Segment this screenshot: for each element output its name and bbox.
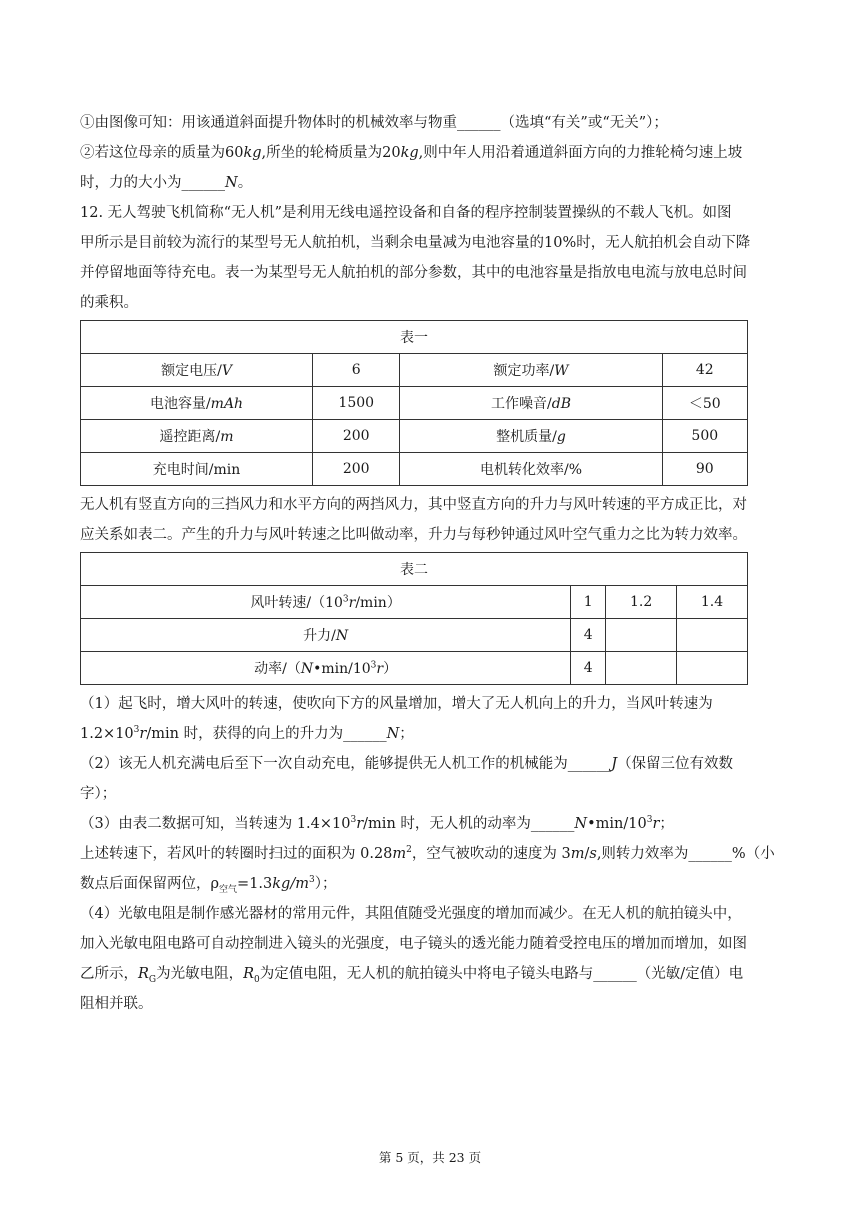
table-1 xyxy=(80,320,748,486)
sub-question-1-line-2: $1.2\times 10^3r/\min$ 时，获得的向上的升力为______N； xyxy=(80,725,414,742)
sub-question-1-line-1: （1）起飞时，增大风叶的转速，使吹向下方的风量增加，增大了无人机向上的升力，当风叶转速为 xyxy=(80,696,713,712)
table-row: 电池容量/mAh 1500 工作噪音/dB ＜50 xyxy=(81,387,748,420)
problem-12-line-2: 甲所示是目前较为流行的某型号无人航拍机，当剩余电量减为电池容量的10%时，无人航拍机会自动下降 xyxy=(80,235,751,251)
middle-paragraph-line-2: 应关系如表二。产生的升力与风叶转速之比叫做动率，升力与每秒钟通过风叶空气重力之比为转力效率。 xyxy=(80,527,747,543)
sub-question-4-line-4: 阻相并联。 xyxy=(80,996,153,1012)
table-row: 动率$/(N•\min/10^3r)$ 4 xyxy=(81,652,748,685)
sub-question-3-line-3: 数点后面保留两位，$\rho_{空气}=1.3kg/m^3$）； xyxy=(80,875,337,895)
sub-question-4-line-1: （4）光敏电阻是制作感光器材的常用元件，其阻值随受光强度的增加而减少。在无人机的航拍镜头中， xyxy=(80,906,742,922)
sub-question-2-line-2: 字）； xyxy=(80,786,117,802)
problem-12-line-3: 并停留地面等待充电。表一为某型号无人航拍机的部分参数，其中的电池容量是指放电电流与放电总时间 xyxy=(80,265,747,281)
sub-question-4-line-3: 乙所示，$R_G$为光敏电阻，$R_0$为定值电阻，无人机的航拍镜头中将电子镜头电路与______（光敏/定值）电 xyxy=(80,966,744,985)
sub-question-4-line-2: 加入光敏电阻电路可自动控制进入镜头的光强度，电子镜头的透光能力随着受控电压的增加而增加，如图 xyxy=(80,936,747,952)
table-row: 充电时间/min 200 电机转化效率/% 90 xyxy=(81,453,748,486)
table-row: 遥控距离/m 200 整机质量/g 500 xyxy=(81,420,748,453)
sub-question-3-line-2: 上述转速下，若风叶的转圈时扫过的面积为 $0.28m^2$，空气被吹动的速度为 3m/s,则转力效率为______%（小 xyxy=(80,845,775,862)
table-row: 升力/N 4 xyxy=(81,619,748,652)
problem-12-line-1: 12. 无人驾驶飞机简称“无人机”是利用无线电遥控设备和自备的程序控制装置操纵的不载人飞机。如图 xyxy=(80,205,732,221)
sub-question-2-line-1: （2）该无人机充满电后至下一次自动充电，能够提供无人机工作的机械能为______J（保留三位有效数 xyxy=(80,756,734,772)
question-1: ①由图像可知：用该通道斜面提升物体时的机械效率与物重______（选填“有关”或“无关”）； xyxy=(80,115,668,131)
table-row: 额定电压/V 6 额定功率/W 42 xyxy=(81,354,748,387)
question-2-line-1: ②若这位母亲的质量为60kg,所坐的轮椅质量为20kg,则中年人用沿着通道斜面方向的力推轮椅匀速上坡 xyxy=(80,145,743,161)
question-2-line-2: 时，力的大小为______N。 xyxy=(80,175,253,191)
page-footer: 第 5 页，共 23 页 xyxy=(378,1150,482,1165)
sub-question-3-line-1: （3）由表二数据可知，当转速为 $1.4\times 10^3r/\min$ 时，无人机的动率为$\_\_\_\_\_\_N•\min/10^3r$； xyxy=(80,815,674,832)
table-2 xyxy=(80,552,748,685)
table-row: 风叶转速$/(10^3r/\min)$ 1 1.2 1.4 xyxy=(81,586,748,619)
table-2-title: 表二 xyxy=(81,553,748,586)
table-1-title: 表一 xyxy=(81,321,748,354)
problem-12-line-4: 的乘积。 xyxy=(80,295,138,311)
middle-paragraph-line-1: 无人机有竖直方向的三挡风力和水平方向的两挡风力，其中竖直方向的升力与风叶转速的平方成正比，对 xyxy=(80,497,747,513)
document-page xyxy=(80,108,780,1019)
